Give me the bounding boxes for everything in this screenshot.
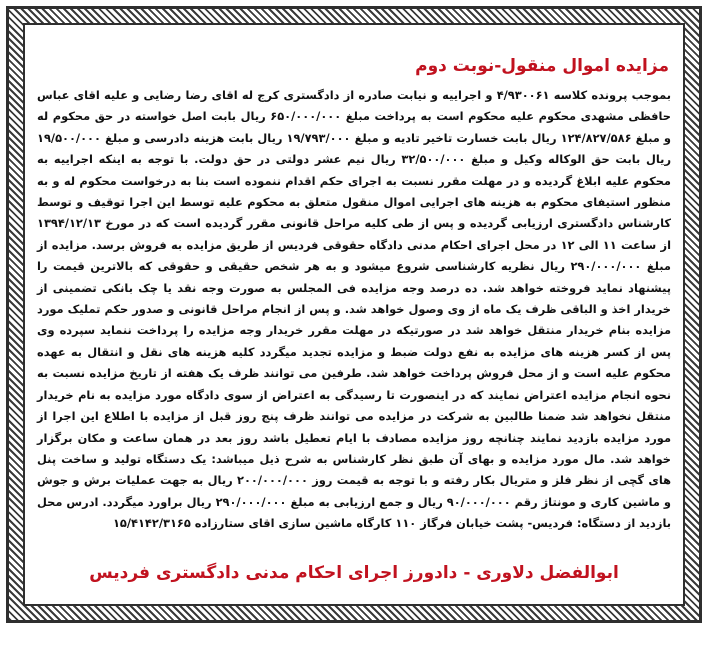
notice-content — [35, 35, 673, 596]
notice-title: مزایده اموال منقول-نوبت دوم — [415, 56, 669, 76]
notice-body: بموجب پرونده کلاسه ۴/۹۳۰۰۶۱ و اجراییه و نیابت صادره از دادگستری کرج له اقای رضا رضایی و علیه اقای عباس حافظی مشهدی محکوم علیه محکوم است به پرداخت مبلغ ۶۵۰/۰۰۰/۰۰۰ ریال بابت اصل خواسته در حق محکوم له و مبلغ ۱۲۴/۸۲۷/۵۸۶ ریال بابت خسارت تاخیر تادیه و مبلغ ۱۹/۷۹۳/۰۰۰ ریال بابت هزینه دادرسی و مبلغ ۱۹/۵۰۰/۰۰۰ ریال بابت حق الوکاله وکیل و مبلغ ۳۲/۵۰۰/۰۰۰ ریال نیم عشر دولتی در حق دولت. با توجه به اینکه اجراییه به محکوم علیه ابلاغ گردیده و در مهلت مقرر نسبت به اجرای حکم اقدام ننموده است بنا به درخواست محکوم له و به منظور استیفای محکوم به هزینه های اجرایی اموال منقول متعلق به محکوم علیه توسط این اجرا توقیف و توسط کارشناس دادگستری ارزیابی گردیده و پس از طی کلیه مراحل قانونی مقرر گردیده است که در مورخ ۱۳۹۴/۱۲/۱۳ از ساعت ۱۱ الی ۱۲ در محل اجرای احکام مدنی دادگاه حقوقی فردیس از طریق مزایده به فروش برسد. مزایده از مبلغ ۲۹۰/۰۰۰/۰۰۰ ریال نظریه کارشناسی شروع میشود و به هر شخص حقیقی و حقوقی که بالاترین قیمت را پیشنهاد نماید فروخته خواهد شد. ده درصد وجه مزایده فی المجلس به صورت وجه نقد یا چک بانکی تضمینی از خریدار اخذ و الباقی ظرف یک ماه از وی وصول خواهد شد. و پس از انجام مراحل قانونی و صدور حکم تملیک مورد مزایده بنام خریدار منتقل خواهد شد در صورتیکه در مهلت مقرر خریدار وجه مزایده را پرداخت ننماید سپرده وی پس از کسر هزینه های مزایده به نفع دولت ضبط و مزایده تجدید میگردد کلیه هزینه های نقل و انتقال به عهده محکوم علیه است و از محل فروش پرداخت خواهد شد. طرفین می توانند ظرف یک هفته از تاریخ مزایده نسبت به نحوه انجام مزایده اعتراض نمایند که در اینصورت تا رسیدگی به اعتراض از سوی دادگاه مورد مزایده به نام خریدار منتقل نخواهد شد ضمنا طالبین به شرکت در مزایده می توانند ظرف پنج روز قبل از مزایده با اطلاع این اجرا از مورد مزایده بازدید نمایند چنانچه روز مزایده مصادف با ایام تعطیل باشد روز بعد در همان ساعت و مکان برگزار خواهد شد. مال مورد مزایده و بهای آن طبق نظر کارشناس به شرح ذیل میباشد: یک دستگاه تولید و ساخت پنل های گچی از نظر فلز و متریال بکار رفته و با توجه به قیمت روز ۲۰۰/۰۰۰/۰۰۰ ریال به جهت عملیات برش و جوش و ماشین کاری و مونتاژ رقم ۹۰/۰۰۰/۰۰۰ ریال و جمع ارزیابی به مبلغ ۲۹۰/۰۰۰/۰۰۰ ریال براورد میگردد. ادرس محل بازدید از دستگاه: فردیس- پشت خیابان فرگاز ۱۱۰ کارگاه ماشین سازی اقای ستارزاده ۱۵/۴۱۴۲/۳۱۶۵ — [37, 88, 671, 531]
notice-border-frame — [6, 6, 702, 623]
notice-panel — [23, 23, 685, 606]
notice-signature: ابوالفضل دلاوری - دادورز اجرای احکام مدنی دادگستری فردیس — [89, 563, 619, 583]
